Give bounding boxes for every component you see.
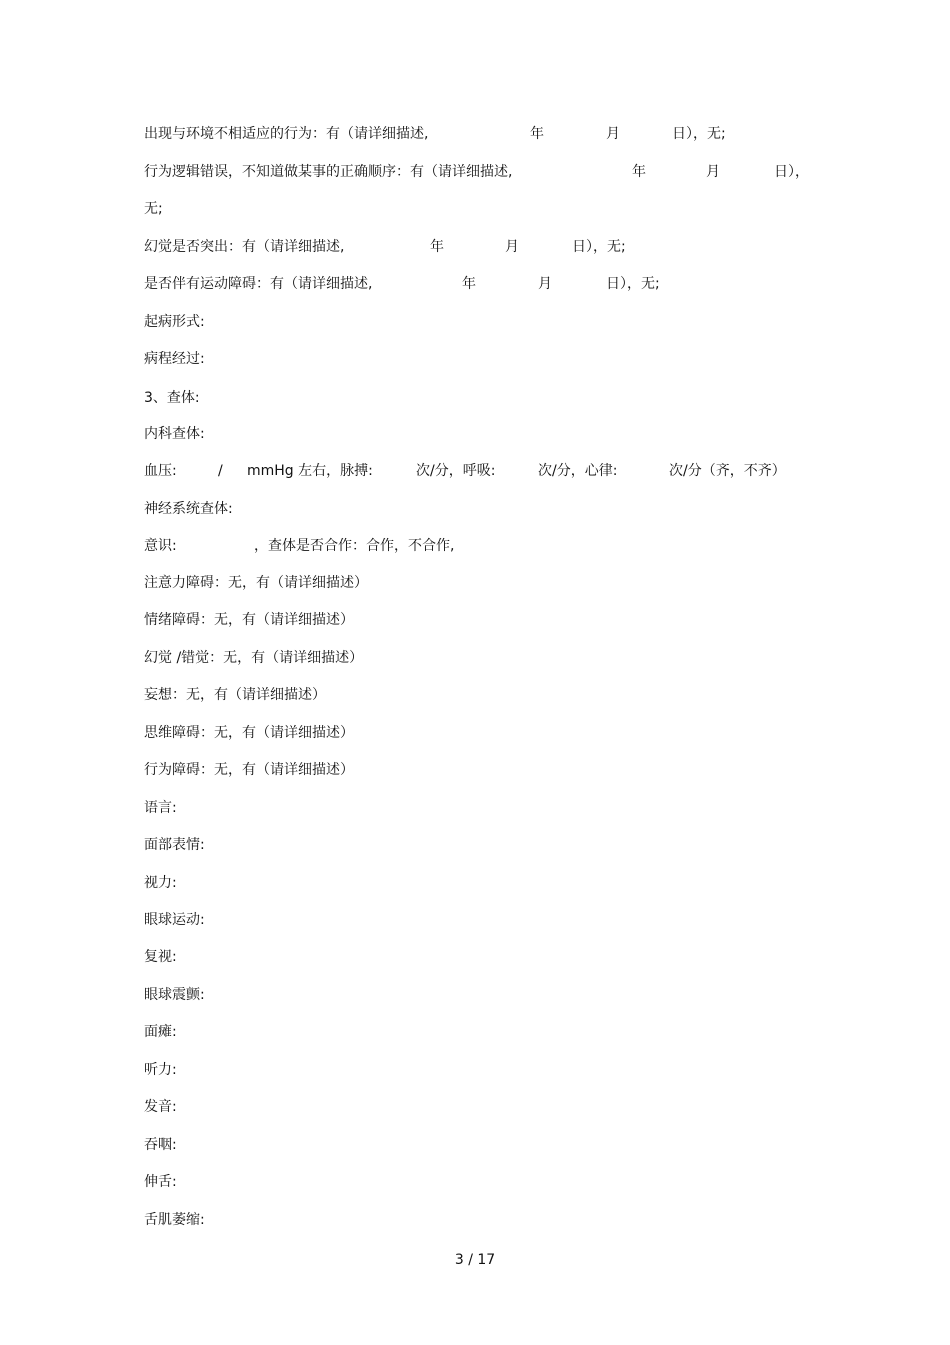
nystagmus-label: 眼球震颤: <box>144 987 205 1003</box>
hallucination-year: 年 <box>430 239 444 255</box>
hallucination-illusion-line: 幻觉 /错觉：无，有（请详细描述） <box>144 650 364 666</box>
rhythm-unit: 次/分（齐，不齐） <box>669 463 786 479</box>
env-behavior-month: 月 <box>606 126 620 142</box>
page-total: 17 <box>477 1252 496 1268</box>
thought-line: 思维障碍：无，有（请详细描述） <box>144 725 354 741</box>
logic-error-label: 行为逻辑错误，不知道做某事的正确顺序：有（请详细描述, <box>144 164 513 180</box>
motor-year: 年 <box>462 276 476 292</box>
hearing-label: 听力: <box>144 1062 177 1078</box>
diplopia-label: 复视: <box>144 949 177 965</box>
delusion-line: 妄想：无，有（请详细描述） <box>144 687 326 703</box>
tongue-protrusion-label: 伸舌: <box>144 1174 177 1190</box>
swallowing-label: 吞咽: <box>144 1137 177 1153</box>
onset-label: 起病形式: <box>144 314 205 330</box>
facial-palsy-label: 面瘫: <box>144 1024 177 1040</box>
env-behavior-year: 年 <box>530 126 544 142</box>
motor-day: 日），无; <box>606 276 660 292</box>
neuro-exam-label: 神经系统查体: <box>144 501 233 517</box>
bp-unit: mmHg 左右，脉搏: <box>247 463 373 479</box>
page-footer <box>0 1250 950 1270</box>
logic-error-year: 年 <box>632 164 646 180</box>
logic-error-month: 月 <box>706 164 720 180</box>
env-behavior-label: 出现与环境不相适应的行为：有（请详细描述, <box>144 126 429 142</box>
consciousness-rest: ，查体是否合作：合作，不合作, <box>254 538 455 554</box>
hallucination-label: 幻觉是否突出：有（请详细描述, <box>144 239 345 255</box>
env-behavior-day: 日），无; <box>672 126 726 142</box>
hallucination-month: 月 <box>505 239 519 255</box>
logic-error-wrap: 无; <box>144 201 163 217</box>
section-3-heading: 3、查体: <box>144 390 200 406</box>
facial-expression-label: 面部表情: <box>144 837 205 853</box>
logic-error-day: 日）， <box>774 164 809 180</box>
pulse-unit: 次/分，呼吸: <box>416 463 496 479</box>
consciousness-label: 意识: <box>144 538 177 554</box>
behavior-line: 行为障碍：无，有（请详细描述） <box>144 762 354 778</box>
bp-label: 血压: <box>144 463 177 479</box>
page-separator: / <box>468 1252 473 1268</box>
internal-exam-label: 内科查体: <box>144 426 205 442</box>
vision-label: 视力: <box>144 875 177 891</box>
eye-movement-label: 眼球运动: <box>144 912 205 928</box>
motor-label: 是否伴有运动障碍：有（请详细描述, <box>144 276 373 292</box>
course-label: 病程经过: <box>144 351 205 367</box>
page-number: 3 <box>454 1252 464 1268</box>
resp-unit: 次/分，心律: <box>538 463 618 479</box>
bp-slash: / <box>218 463 223 479</box>
emotion-line: 情绪障碍：无，有（请详细描述） <box>144 612 354 628</box>
articulation-label: 发音: <box>144 1099 177 1115</box>
hallucination-day: 日），无; <box>572 239 626 255</box>
tongue-atrophy-label: 舌肌萎缩: <box>144 1212 205 1228</box>
motor-month: 月 <box>538 276 552 292</box>
language-label: 语言: <box>144 800 177 816</box>
attention-line: 注意力障碍：无，有（请详细描述） <box>144 575 368 591</box>
